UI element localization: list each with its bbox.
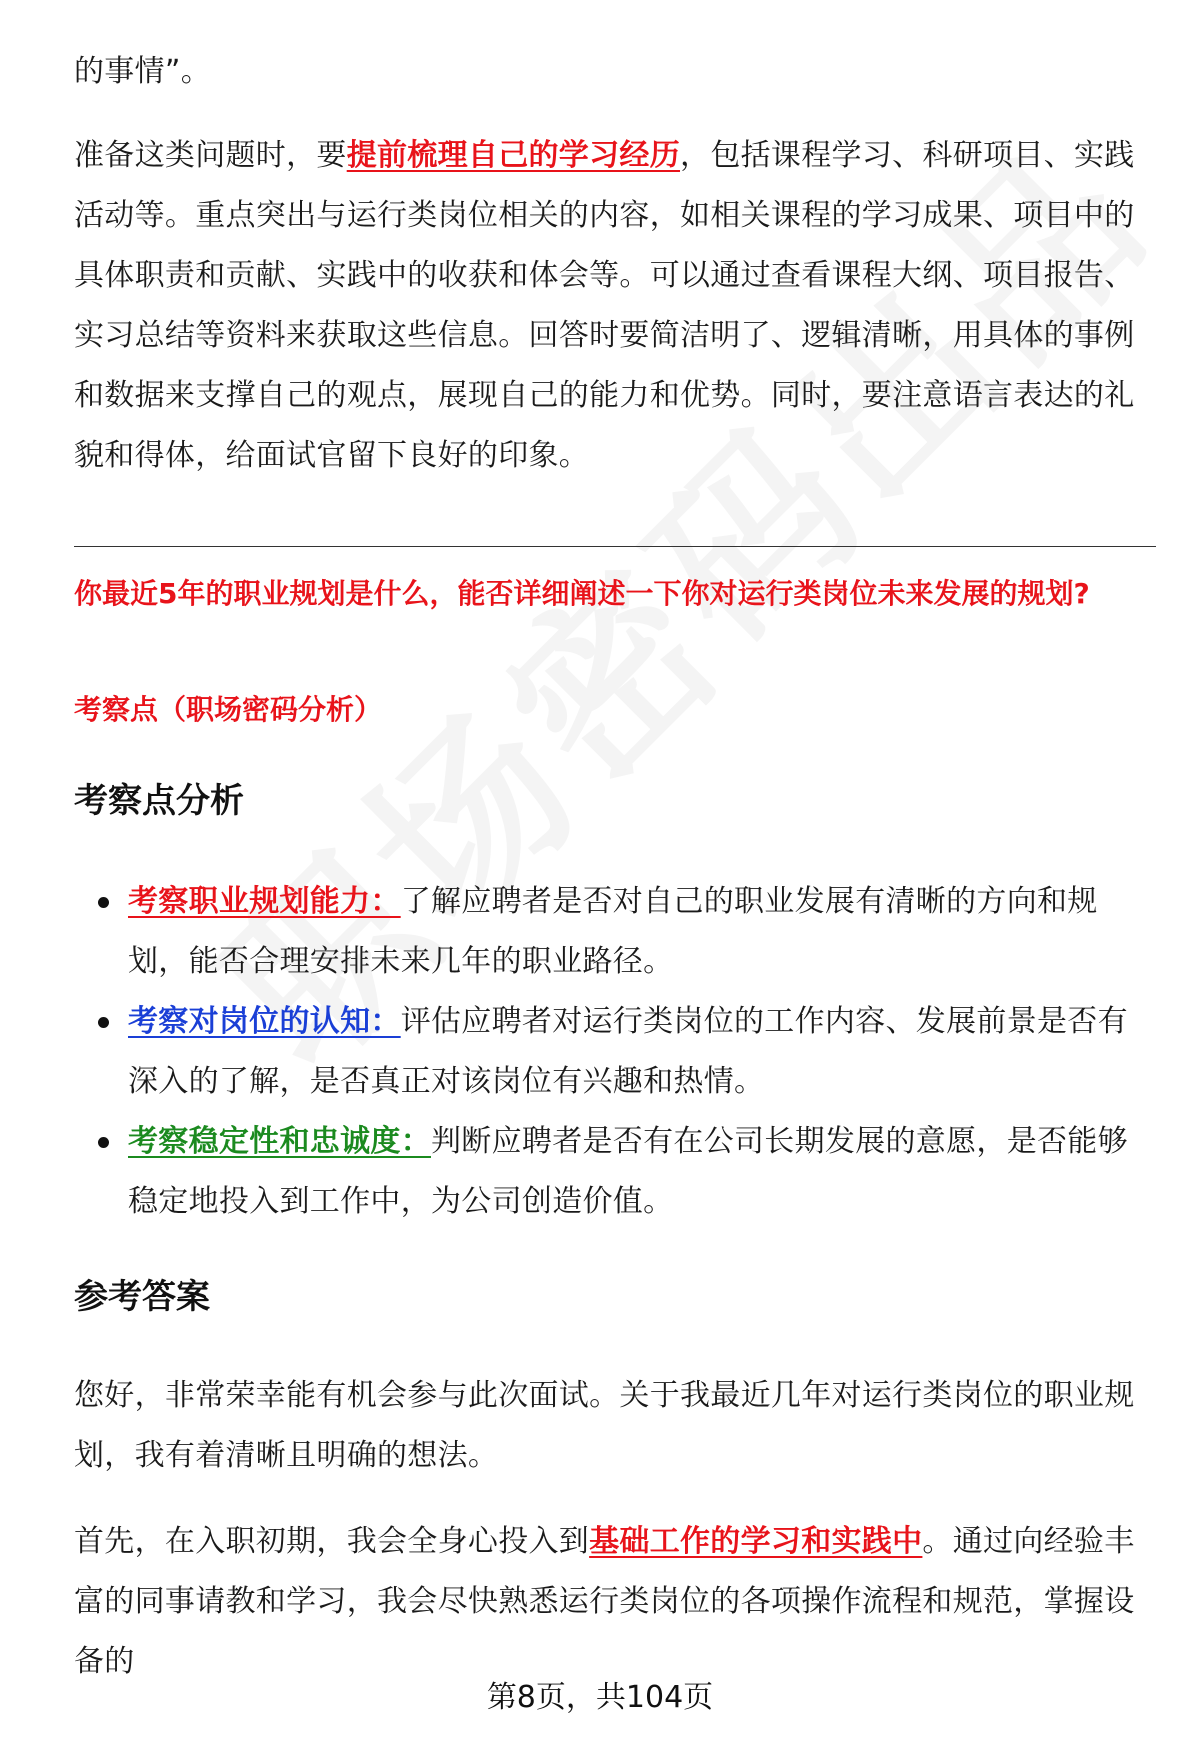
- bullet-dot-icon: [98, 1137, 109, 1148]
- answer-paragraph-1: 您好，非常荣幸能有机会参与此次面试。关于我最近几年对运行类岗位的职业规划，我有着清晰且明确的想法。: [74, 1378, 1135, 1473]
- bullet-dot-icon: [98, 1017, 109, 1028]
- answer-paragraph-2-highlight: 基础工作的学习和实践中: [589, 1524, 923, 1559]
- prep-paragraph-highlight: 提前梳理自己的学习经历: [346, 138, 681, 173]
- analysis-bullet: [74, 1112, 1156, 1232]
- prep-paragraph-after: ，包括课程学习、科研项目、实践活动等。重点突出与运行类岗位相关的内容，如相关课程的学习成果、项目中的具体职责和贡献、实践中的收获和体会等。可以通过查看课程大纲、项目报告、实习总结等资料来获取这些信息。回答时要简洁明了、逻辑清晰，用具体的事例和数据来支撑自己的观点，展现自己的能力和优势。同时，要注意语言表达的礼貌和得体，给面试官留下良好的印象。: [74, 138, 1135, 473]
- bullet-dot-icon: [98, 897, 109, 908]
- intro-tail-text: 的事情”。: [74, 54, 212, 89]
- section-heading-analysis: 考察点分析: [74, 781, 244, 821]
- analysis-bullet-list: [74, 872, 1156, 1232]
- section-heading-answer: 参考答案: [74, 1277, 210, 1317]
- bullet-text: 判断应聘者是否有在公司长期发展的意愿，是否能够稳定地投入到工作中，为公司创造价值。: [128, 1124, 1128, 1219]
- bullet-label: 考察对岗位的认知：: [128, 1004, 401, 1039]
- analysis-bullet: [74, 992, 1156, 1112]
- bullet-label: 考察职业规划能力：: [128, 884, 401, 919]
- page-number: 第8页，共104页: [486, 1680, 714, 1715]
- prep-paragraph-before: 准备这类问题时，要: [74, 138, 347, 173]
- bullet-label: 考察稳定性和忠诚度：: [128, 1124, 431, 1159]
- section-divider: [74, 546, 1156, 547]
- bullet-text: 评估应聘者对运行类岗位的工作内容、发展前景是否有深入的了解，是否真正对该岗位有兴趣和热情。: [128, 1004, 1128, 1099]
- answer-paragraph-2-before: 首先，在入职初期，我会全身心投入到: [74, 1524, 590, 1559]
- bullet-text: 了解应聘者是否对自己的职业发展有清晰的方向和规划，能否合理安排未来几年的职业路径。: [128, 884, 1098, 979]
- prep-paragraph: [74, 126, 1156, 486]
- interview-question: 你最近5年的职业规划是什么，能否详细阐述一下你对运行类岗位未来发展的规划?: [74, 577, 1090, 610]
- analysis-bullet: [74, 872, 1156, 992]
- answer-paragraph-2-after: 。通过向经验丰富的同事请教和学习，我会尽快熟悉运行类岗位的各项操作流程和规范，掌握设备的: [74, 1524, 1135, 1679]
- analysis-subtitle: 考察点（职场密码分析）: [74, 693, 383, 726]
- answer-paragraph-2: [74, 1512, 1156, 1692]
